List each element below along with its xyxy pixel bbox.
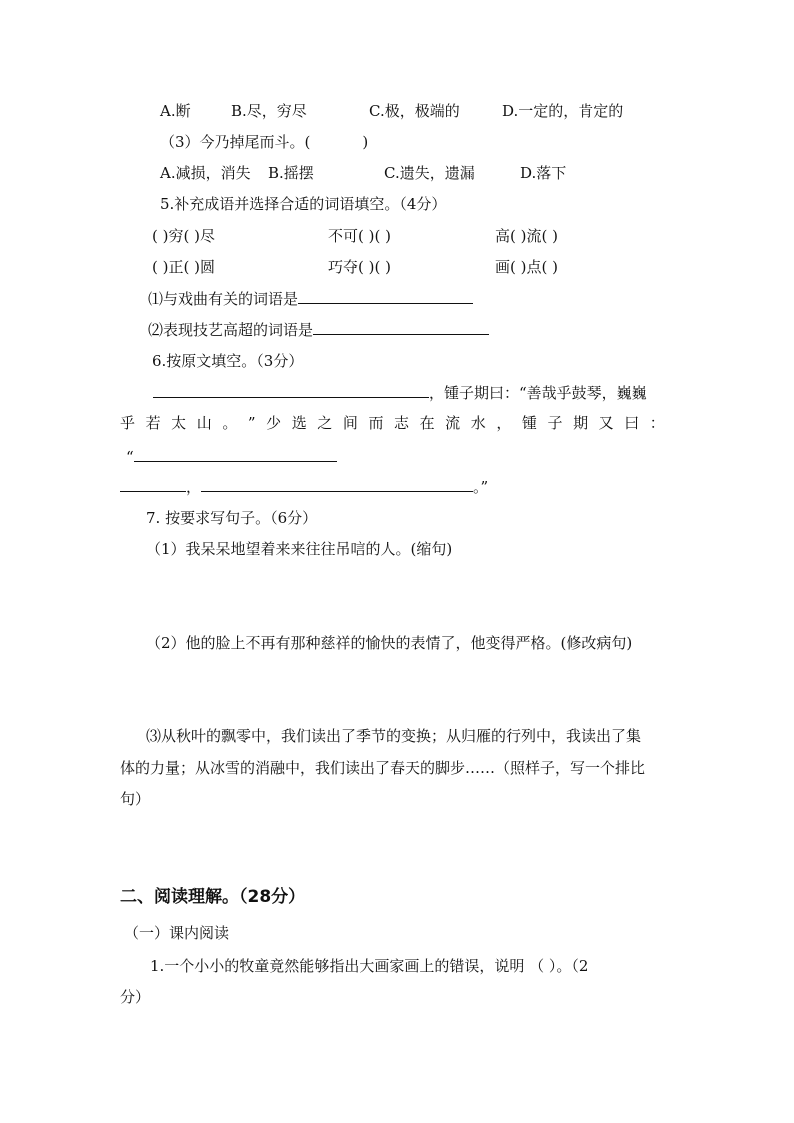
q6-line2-char: 选: [291, 414, 307, 432]
section2-subheading: （一）课内阅读: [124, 924, 230, 942]
q6-line2-char: 之: [317, 414, 333, 432]
q4-1-option-d: D.一定的，肯定的: [502, 102, 624, 120]
q6-line2: [120, 413, 665, 433]
q5-sub1: [148, 288, 473, 309]
q6-open-quote: “: [126, 448, 134, 466]
q7-sub3-line3: 句）: [120, 790, 151, 808]
q6-line2-char: 曰: [624, 414, 640, 432]
q5-sub2-answer-blank[interactable]: [313, 319, 489, 335]
q6-line2-char: 乎: [120, 414, 136, 432]
q6-line2-char: 在: [419, 414, 435, 432]
q6-line2-char: 期: [573, 414, 589, 432]
q7-sub3-line1: ⑶从秋叶的飘零中，我们读出了季节的变换；从归雁的行列中，我读出了集: [146, 727, 642, 745]
q6-line2-char: 。: [222, 414, 238, 432]
q6-line2-char: 水: [470, 414, 486, 432]
q4-3-stem-text: （3）今乃掉尾而斗。(: [160, 133, 311, 151]
q4-3-option-d: D.落下: [520, 164, 567, 182]
q5-sub2: [148, 319, 489, 340]
q6-line2-char: 子: [547, 414, 563, 432]
reading-q1-line2: 分）: [120, 988, 151, 1006]
q6-line2-char: ”: [247, 414, 256, 432]
q4-3-stem: [160, 132, 368, 152]
q4-3-option-c: C.遗失，遗漏: [384, 164, 475, 182]
q7-stem: 7. 按要求写句子。（6分）: [146, 509, 318, 527]
section2-heading: 二、阅读理解。（28分）: [120, 887, 306, 907]
q5-row1-idiom2: 不可( )( ): [328, 227, 391, 245]
q6-line1-text: ，锺子期曰：“善哉乎鼓琴，巍巍: [429, 384, 647, 402]
q5-row2-idiom3: 画( )点( ): [495, 258, 558, 276]
reading-q1-line1: 1.一个小小的牧童竟然能够指出大画家画上的错误，说明 （ ）。（2: [150, 957, 589, 975]
q5-row1-idiom3: 高( )流( ): [495, 227, 558, 245]
q6-line2-char: 少: [266, 414, 282, 432]
q7-sub1: （1）我呆呆地望着来来往往吊唁的人。(缩句): [146, 540, 453, 558]
q6-line3: [126, 446, 337, 467]
q6-stem: 6.按原文填空。（3分）: [152, 352, 304, 370]
q6-line1: [153, 382, 647, 403]
q6-line2-char: 流: [445, 414, 461, 432]
q6-blank-4[interactable]: [201, 476, 473, 492]
q6-line2-char: ：: [649, 414, 665, 432]
q5-sub2-label: ⑵表现技艺高超的词语是: [148, 321, 314, 339]
q7-sub2: （2）他的脸上不再有那种慈祥的愉快的表情了，他变得严格。(修改病句): [146, 634, 633, 652]
q5-row2-idiom1: ( )正( )圆: [152, 258, 215, 276]
q6-line2-char: 又: [598, 414, 614, 432]
q6-blank-3[interactable]: [120, 476, 186, 492]
q6-line2-char: 而: [368, 414, 384, 432]
q5-sub1-label: ⑴与戏曲有关的词语是: [148, 290, 299, 308]
q6-line2-char: 志: [394, 414, 410, 432]
q5-row1-idiom1: ( )穷( )尽: [152, 227, 215, 245]
q6-blank-1[interactable]: [153, 382, 429, 398]
q5-row2-idiom2: 巧夺( )( ): [328, 258, 391, 276]
q6-line2-char: 山: [196, 414, 212, 432]
q5-stem: 5.补充成语并选择合适的词语填空。（4分）: [160, 195, 447, 213]
q4-1-option-b: B.尽，穷尽: [231, 102, 307, 120]
q6-line2-char: ，: [496, 414, 512, 432]
q6-line2-char: 若: [145, 414, 161, 432]
q6-line4: [120, 476, 488, 497]
q4-3-close-paren: ): [362, 133, 369, 151]
q6-line4-comma: ，: [186, 478, 202, 496]
q4-3-option-a: A.减损，消失: [160, 164, 251, 182]
q6-line2-char: 锺: [521, 414, 537, 432]
q7-sub3-line2: 体的力量；从冰雪的消融中，我们读出了春天的脚步……（照样子，写一个排比: [120, 759, 646, 777]
q5-sub1-answer-blank[interactable]: [298, 288, 473, 304]
q6-line2-char: 太: [171, 414, 187, 432]
q6-line4-end: 。”: [473, 478, 489, 496]
q6-line2-char: 间: [342, 414, 358, 432]
q6-blank-2[interactable]: [134, 446, 337, 462]
q4-1-option-c: C.极，极端的: [369, 102, 460, 120]
q4-1-option-a: A.断: [160, 102, 191, 120]
q4-3-option-b: B.摇摆: [268, 164, 314, 182]
